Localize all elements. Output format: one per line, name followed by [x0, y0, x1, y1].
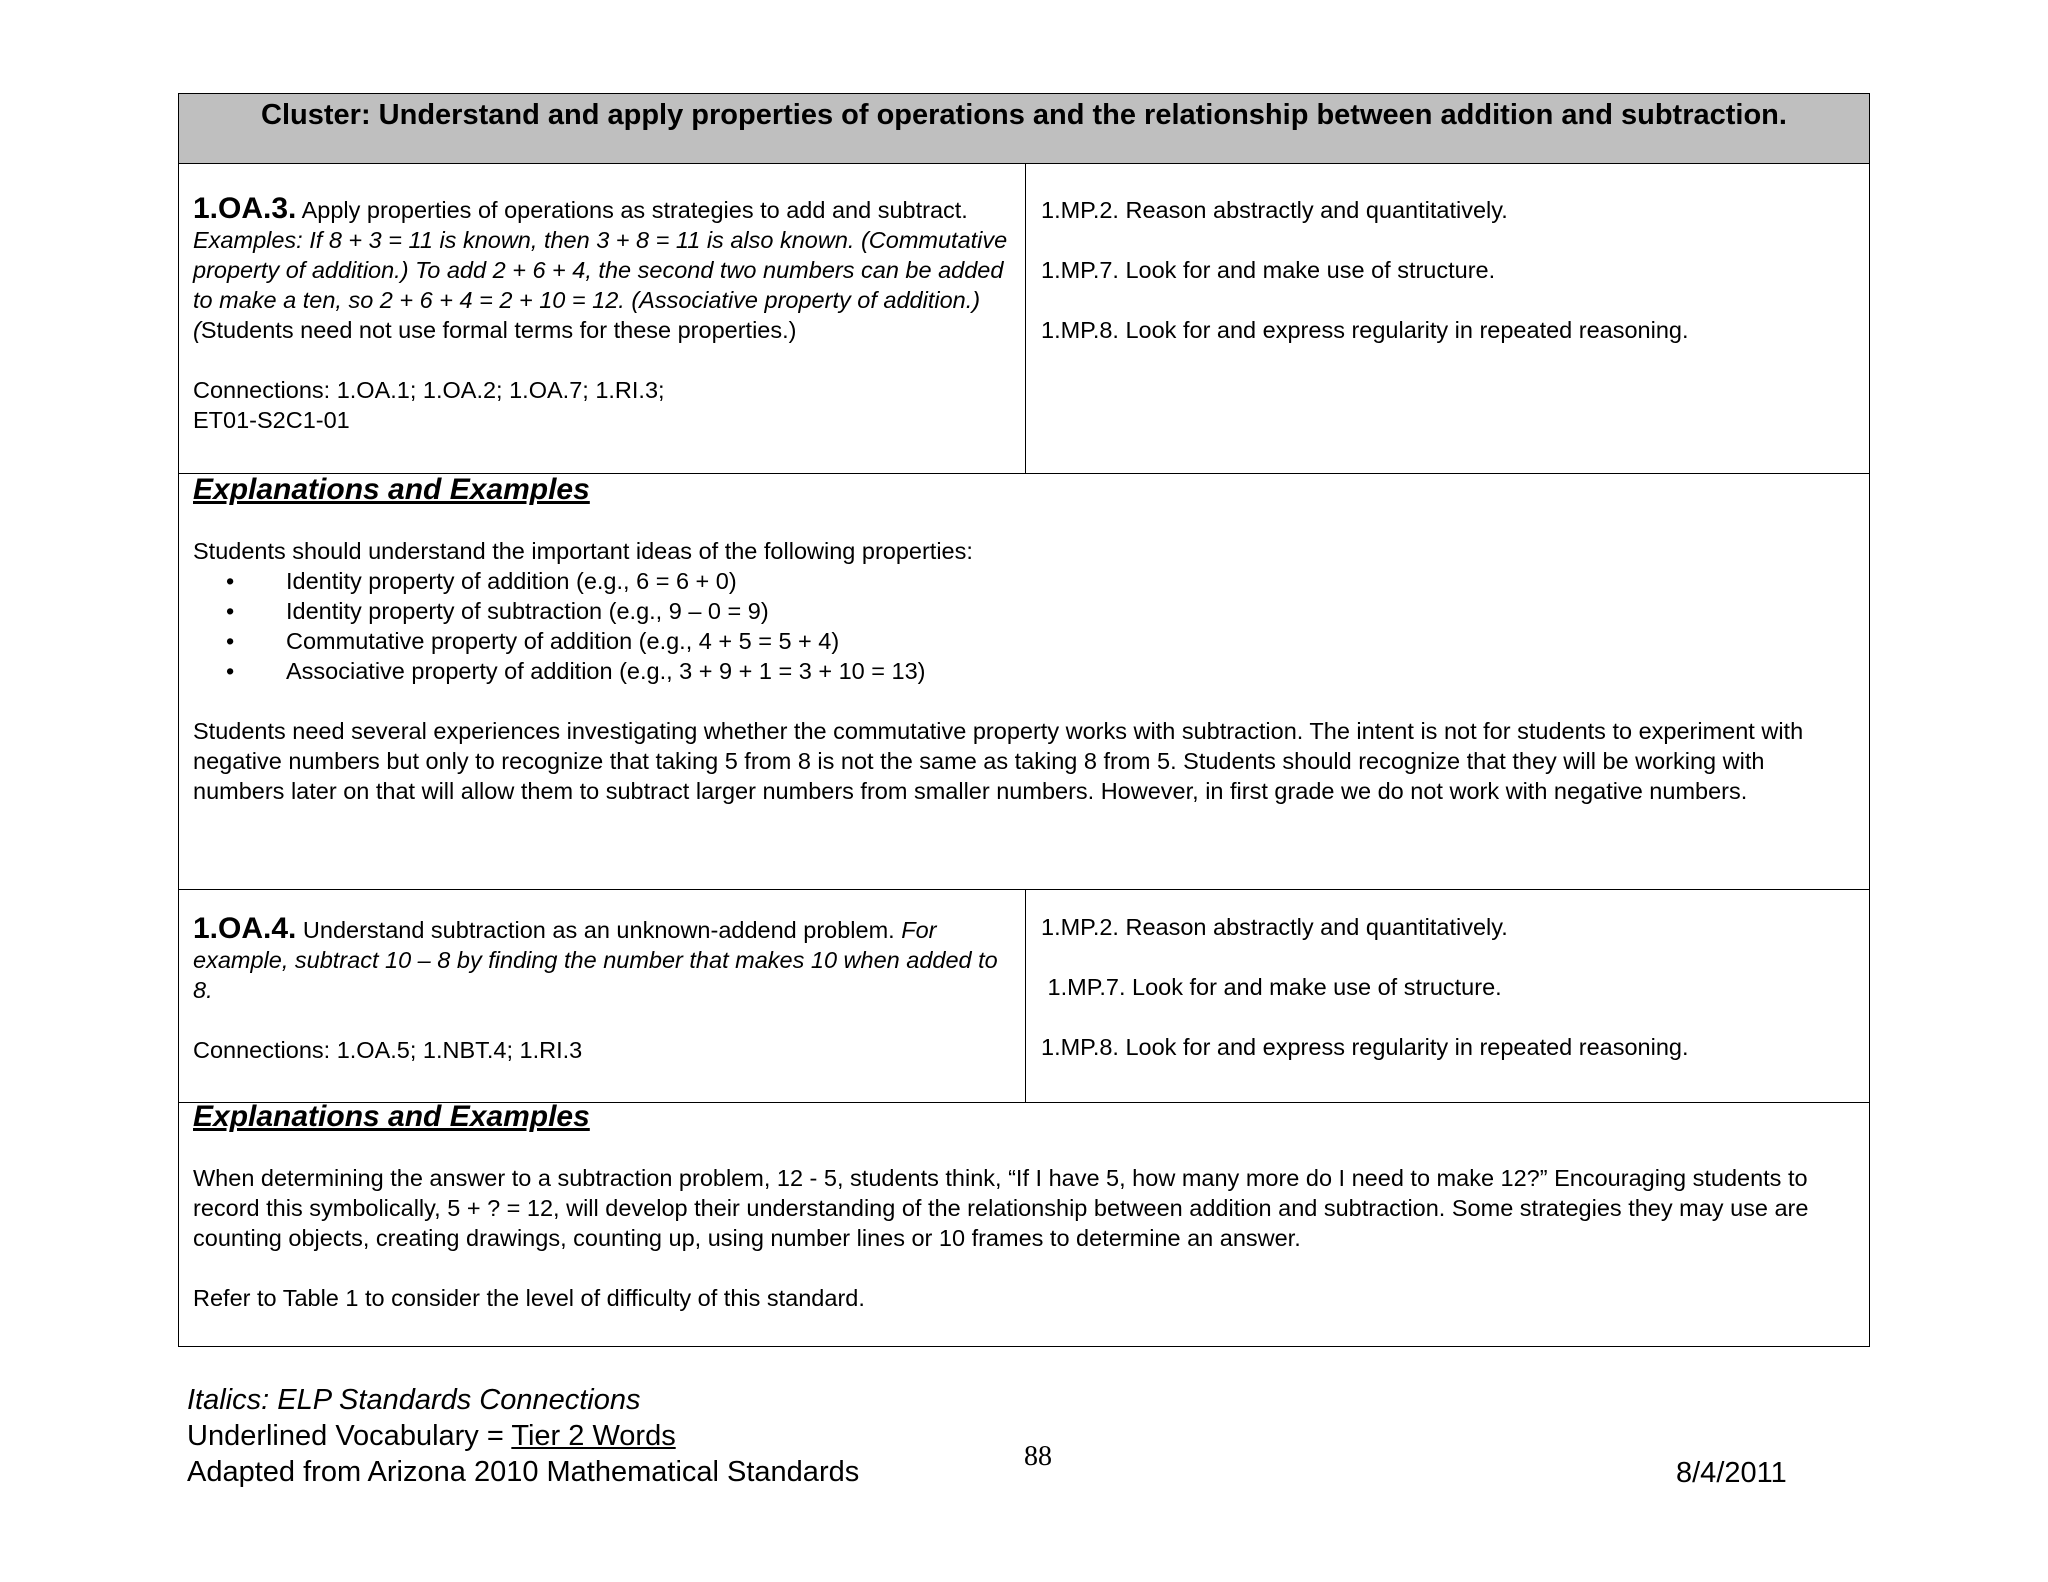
italics-note: Italics: ELP Standards Connections: [187, 1384, 641, 1416]
practice-item: 1.MP.2. Reason abstractly and quantitatively.: [1041, 197, 1508, 223]
explanations-1oa3: [193, 472, 1858, 806]
section-title: Explanations and Examples: [193, 1100, 590, 1133]
column-divider: [1025, 889, 1026, 1102]
standard-code: 1.OA.3.: [193, 192, 297, 225]
footer-date: 8/4/2011: [1676, 1457, 1787, 1489]
standard-text-tail: Students need not use formal terms for these properties.): [200, 317, 797, 343]
connections: Connections: 1.OA.5; 1.NBT.4; 1.RI.3: [193, 1037, 583, 1063]
practice-item: 1.MP.8. Look for and express regularity in repeated reasoning.: [1041, 1034, 1689, 1060]
standard-text: Apply properties of operations as strategies to add and subtract.: [296, 197, 968, 223]
explanations-1oa4: [193, 1099, 1858, 1313]
practice-item: 1.MP.7. Look for and make use of structure.: [1041, 974, 1502, 1000]
property-list: [193, 566, 1858, 686]
underline-note: Underlined Vocabulary =: [187, 1420, 512, 1452]
list-item: • Identity property of addition (e.g., 6 = 6 + 0): [286, 566, 1858, 596]
list-item: • Associative property of addition (e.g., 3 + 9 + 1 = 3 + 10 = 13): [286, 656, 1858, 686]
practices-1oa4: [1041, 912, 1851, 1092]
paragraph: When determining the answer to a subtraction problem, 12 - 5, students think, “If I have 5, how many more do I need to make 12?” Encouraging students to record this symbolically, 5 + ? = 12, will develop their understanding of the relationship between addition and subtraction. Some strategies they may use are counting objects, creating drawings, counting up, using number lines or 10 frames to determine an answer.: [193, 1165, 1809, 1251]
standards-table: [178, 93, 1870, 1347]
footer-legend: [187, 1382, 859, 1490]
list-item: • Identity property of subtraction (e.g., 9 – 0 = 9): [286, 596, 1858, 626]
practice-item: 1.MP.8. Look for and express regularity in repeated reasoning.: [1041, 317, 1689, 343]
standard-examples: For example, subtract 10 – 8 by finding the number that makes 10 when added to 8.: [193, 917, 998, 1003]
practice-item: 1.MP.2. Reason abstractly and quantitatively.: [1041, 914, 1508, 940]
list-item: • Commutative property of addition (e.g., 4 + 5 = 5 + 4): [286, 626, 1858, 656]
connections: Connections: 1.OA.1; 1.OA.2; 1.OA.7; 1.RI.3;: [193, 377, 665, 403]
practices-1oa3: [1041, 195, 1851, 375]
column-divider: [1025, 164, 1026, 473]
section-title: Explanations and Examples: [193, 473, 590, 506]
practice-item: 1.MP.7. Look for and make use of structure.: [1041, 257, 1496, 283]
paragraph: Students need several experiences investigating whether the commutative property works with subtraction. The intent is not for students to experiment with negative numbers but only to recognize that taking 5 from 8 is not the same as taking 8 from 5. Students should recognize that they will be working with numbers later on that will allow them to subtract larger numbers from smaller numbers. However, in first grade we do not work with negative numbers.: [193, 718, 1804, 804]
page-number: 88: [1024, 1441, 1052, 1472]
cluster-header: Cluster: Understand and apply properties of operations and the relationship between addition and subtraction.: [179, 94, 1869, 164]
tier2-words: Tier 2 Words: [511, 1420, 676, 1452]
standard-text: Understand subtraction as an unknown-addend problem.: [296, 917, 902, 943]
refer-text: Refer to Table 1 to consider the level of difficulty of this standard.: [193, 1285, 865, 1311]
standard-examples: Examples: If 8 + 3 = 11 is known, then 3 + 8 = 11 is also known. (Commutative property of addition.) To add 2 + 6 + 4, the second two numbers can be added to make a ten, so 2 + 6 + 4 = 2 + 10 = 12. (Associative property of addition.) (: [193, 227, 1008, 343]
standard-1oa4: [193, 914, 1013, 1065]
intro-text: Students should understand the important ideas of the following properties:: [193, 538, 973, 564]
standard-1oa3: [193, 194, 1013, 435]
standard-code: 1.OA.4.: [193, 912, 297, 945]
connections-code: ET01-S2C1-01: [193, 407, 350, 433]
adapted-note: Adapted from Arizona 2010 Mathematical Standards: [187, 1456, 860, 1488]
row-divider: [179, 889, 1869, 890]
